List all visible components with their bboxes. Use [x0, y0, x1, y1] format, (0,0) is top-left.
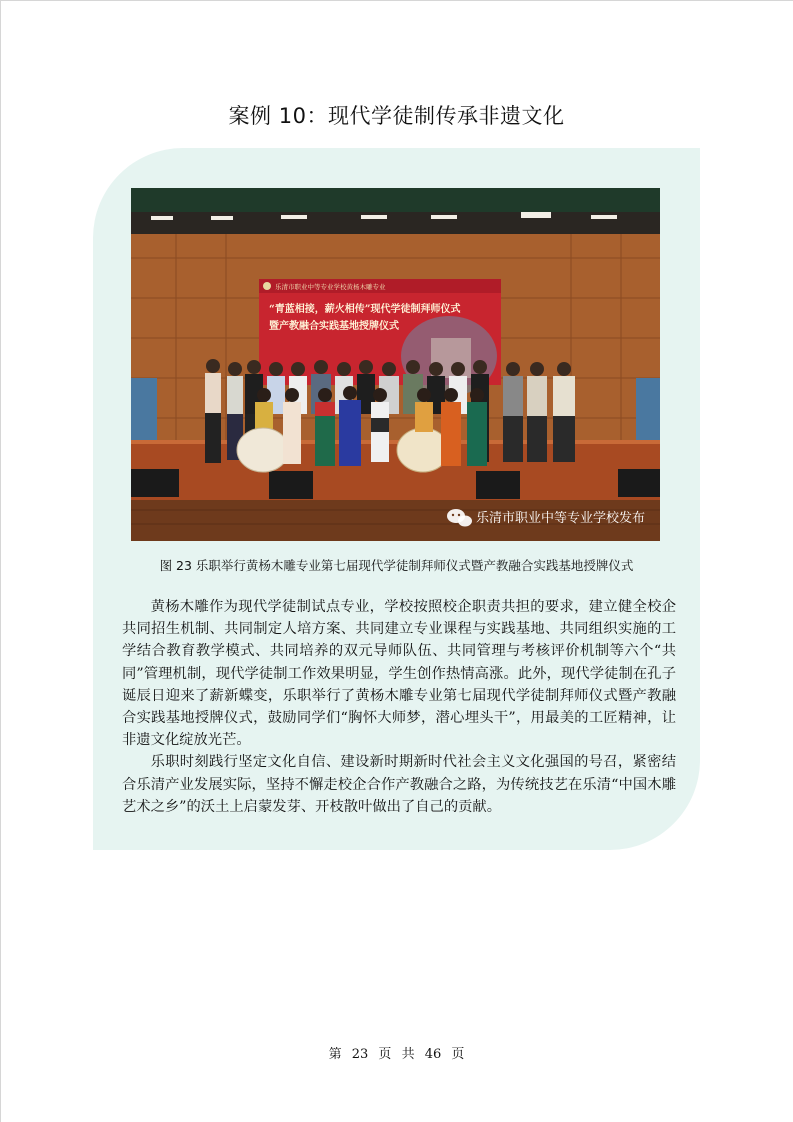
paragraph: 乐职时刻践行坚定文化自信、建设新时期新时代社会主义文化强国的号召，紧密结合乐清产业发展实际，坚持不懈走校企合作产教融合之路，为传统技艺在乐清“中国木雕艺术之乡”的沃土上启蒙发芽、开枝散叶做出了自己的贡献。 — [122, 754, 676, 815]
current-page-number: 23 — [351, 1047, 369, 1062]
total-pages-number: 46 — [424, 1047, 442, 1062]
body-text — [122, 596, 676, 818]
banner-org-text: 乐清市职业中等专业学校黄杨木雕专业 — [275, 283, 386, 291]
footer-ye2: 页 — [451, 1047, 465, 1062]
case-title: 案例 10：现代学徒制传承非遗文化 — [228, 104, 565, 128]
paragraph: 黄杨木雕作为现代学徒制试点专业，学校按照校企职责共担的要求，建立健全校企共同招生机制、共同制定人培方案、共同建立专业课程与实践基地、共同组织实施的工学结合教育教学模式、共同培养的双元导师队伍、共同管理与考核评价机制等六个“共同”管理机制，现代学徒制工作效果明显，学生创作热情高涨。此外，现代学徒制在孔子诞辰日迎来了薪新蝶变，乐职举行了黄杨木雕专业第七届现代学徒制拜师仪式暨产教融合实践基地授牌仪式，鼓励同学们“胸怀大师梦，潜心埋头干”，用最美的工匠精神，让非遗文化绽放光芒。 — [122, 599, 676, 749]
footer-di: 第 — [328, 1047, 342, 1062]
page-footer — [0, 1043, 793, 1062]
page-edge — [0, 0, 1, 1122]
banner-line2: 暨产教融合实践基地授牌仪式 — [269, 321, 399, 332]
footer-ye: 页 — [378, 1047, 392, 1062]
footer-gong: 共 — [401, 1047, 415, 1062]
figure-caption: 图 23 乐职举行黄杨木雕专业第七届现代学徒制拜师仪式暨产教融合实践基地授牌仪式 — [159, 558, 634, 573]
page-edge — [0, 0, 793, 1]
banner-line1: “青蓝相接，薪火相传”现代学徒制拜师仪式 — [269, 304, 461, 315]
watermark-text: 乐清市职业中等专业学校发布 — [476, 511, 646, 526]
ceremony-photo — [131, 188, 660, 541]
